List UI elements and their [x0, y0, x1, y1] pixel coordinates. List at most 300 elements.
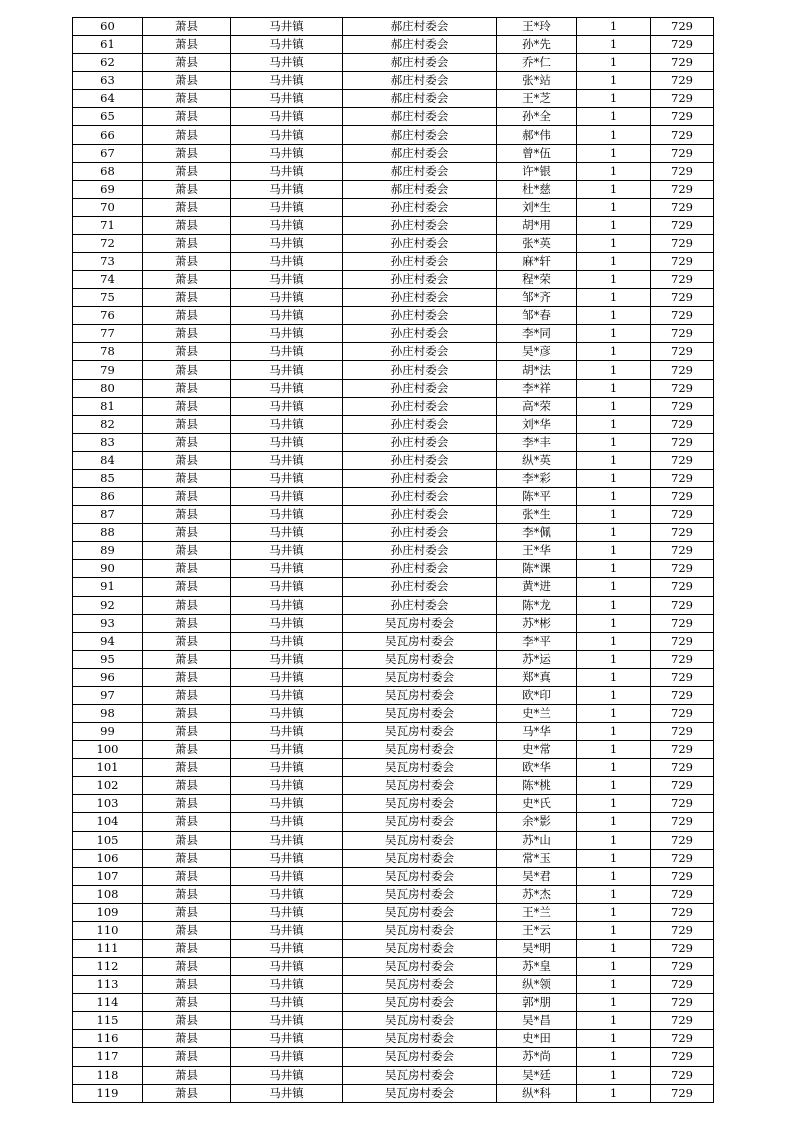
table-row [73, 524, 714, 542]
cell-row-number: 78 [73, 343, 143, 361]
cell-village-committee: 孙庄村委会 [343, 415, 497, 433]
table-row [73, 578, 714, 596]
cell-village-committee: 孙庄村委会 [343, 524, 497, 542]
cell-household-count: 1 [577, 614, 651, 632]
cell-person-name: 胡*用 [497, 216, 577, 234]
cell-amount: 729 [651, 36, 714, 54]
cell-household-count: 1 [577, 54, 651, 72]
cell-person-name: 苏*尚 [497, 1048, 577, 1066]
cell-village-committee: 孙庄村委会 [343, 289, 497, 307]
cell-town: 马井镇 [231, 831, 343, 849]
cell-household-count: 1 [577, 795, 651, 813]
beneficiary-table-sheet [72, 17, 713, 1103]
cell-household-count: 1 [577, 415, 651, 433]
cell-person-name: 邹*春 [497, 307, 577, 325]
cell-row-number: 70 [73, 198, 143, 216]
cell-household-count: 1 [577, 469, 651, 487]
cell-village-committee: 孙庄村委会 [343, 469, 497, 487]
table-row [73, 343, 714, 361]
table-row [73, 704, 714, 722]
cell-household-count: 1 [577, 90, 651, 108]
cell-village-committee: 孙庄村委会 [343, 271, 497, 289]
cell-row-number: 95 [73, 650, 143, 668]
cell-household-count: 1 [577, 578, 651, 596]
cell-county: 萧县 [143, 849, 231, 867]
cell-person-name: 苏*彬 [497, 614, 577, 632]
cell-county: 萧县 [143, 488, 231, 506]
table-row [73, 54, 714, 72]
table-row [73, 126, 714, 144]
cell-town: 马井镇 [231, 36, 343, 54]
cell-row-number: 64 [73, 90, 143, 108]
cell-amount: 729 [651, 506, 714, 524]
cell-village-committee: 吴瓦房村委会 [343, 1012, 497, 1030]
table-body [73, 18, 714, 1103]
cell-row-number: 97 [73, 686, 143, 704]
cell-village-committee: 吴瓦房村委会 [343, 795, 497, 813]
table-row [73, 831, 714, 849]
cell-amount: 729 [651, 108, 714, 126]
cell-person-name: 纵*科 [497, 1084, 577, 1102]
cell-household-count: 1 [577, 723, 651, 741]
cell-household-count: 1 [577, 686, 651, 704]
table-row [73, 289, 714, 307]
cell-person-name: 欧*华 [497, 759, 577, 777]
cell-town: 马井镇 [231, 686, 343, 704]
cell-household-count: 1 [577, 542, 651, 560]
cell-county: 萧县 [143, 1048, 231, 1066]
cell-town: 马井镇 [231, 451, 343, 469]
table-row [73, 650, 714, 668]
cell-household-count: 1 [577, 144, 651, 162]
cell-village-committee: 吴瓦房村委会 [343, 1066, 497, 1084]
cell-household-count: 1 [577, 325, 651, 343]
cell-village-committee: 吴瓦房村委会 [343, 994, 497, 1012]
cell-household-count: 1 [577, 451, 651, 469]
cell-town: 马井镇 [231, 506, 343, 524]
cell-county: 萧县 [143, 524, 231, 542]
cell-town: 马井镇 [231, 976, 343, 994]
cell-person-name: 王*华 [497, 542, 577, 560]
table-row [73, 849, 714, 867]
cell-amount: 729 [651, 542, 714, 560]
table-row [73, 632, 714, 650]
cell-town: 马井镇 [231, 795, 343, 813]
cell-village-committee: 吴瓦房村委会 [343, 704, 497, 722]
cell-village-committee: 郝庄村委会 [343, 108, 497, 126]
cell-village-committee: 吴瓦房村委会 [343, 723, 497, 741]
cell-village-committee: 孙庄村委会 [343, 433, 497, 451]
cell-row-number: 115 [73, 1012, 143, 1030]
cell-row-number: 102 [73, 777, 143, 795]
cell-household-count: 1 [577, 831, 651, 849]
cell-village-committee: 吴瓦房村委会 [343, 813, 497, 831]
cell-household-count: 1 [577, 1030, 651, 1048]
cell-county: 萧县 [143, 271, 231, 289]
cell-county: 萧县 [143, 325, 231, 343]
cell-town: 马井镇 [231, 18, 343, 36]
cell-town: 马井镇 [231, 903, 343, 921]
cell-row-number: 85 [73, 469, 143, 487]
cell-village-committee: 孙庄村委会 [343, 307, 497, 325]
cell-amount: 729 [651, 994, 714, 1012]
cell-household-count: 1 [577, 650, 651, 668]
table-row [73, 18, 714, 36]
cell-village-committee: 孙庄村委会 [343, 379, 497, 397]
cell-village-committee: 孙庄村委会 [343, 506, 497, 524]
cell-town: 马井镇 [231, 361, 343, 379]
cell-person-name: 王*玲 [497, 18, 577, 36]
cell-household-count: 1 [577, 343, 651, 361]
cell-person-name: 郑*真 [497, 668, 577, 686]
cell-amount: 729 [651, 216, 714, 234]
cell-town: 马井镇 [231, 289, 343, 307]
cell-person-name: 李*佩 [497, 524, 577, 542]
cell-town: 马井镇 [231, 741, 343, 759]
cell-person-name: 邹*齐 [497, 289, 577, 307]
cell-amount: 729 [651, 90, 714, 108]
table-row [73, 433, 714, 451]
cell-person-name: 张*生 [497, 506, 577, 524]
cell-person-name: 王*芝 [497, 90, 577, 108]
cell-village-committee: 孙庄村委会 [343, 253, 497, 271]
cell-village-committee: 吴瓦房村委会 [343, 831, 497, 849]
cell-row-number: 72 [73, 234, 143, 252]
cell-town: 马井镇 [231, 379, 343, 397]
cell-county: 萧县 [143, 686, 231, 704]
table-row [73, 180, 714, 198]
table-row [73, 108, 714, 126]
cell-town: 马井镇 [231, 325, 343, 343]
cell-village-committee: 郝庄村委会 [343, 90, 497, 108]
cell-county: 萧县 [143, 379, 231, 397]
cell-person-name: 纵*英 [497, 451, 577, 469]
cell-amount: 729 [651, 397, 714, 415]
cell-amount: 729 [651, 433, 714, 451]
cell-amount: 729 [651, 958, 714, 976]
cell-row-number: 113 [73, 976, 143, 994]
table-row [73, 90, 714, 108]
cell-person-name: 高*荣 [497, 397, 577, 415]
cell-row-number: 86 [73, 488, 143, 506]
cell-person-name: 张*英 [497, 234, 577, 252]
cell-row-number: 103 [73, 795, 143, 813]
cell-household-count: 1 [577, 397, 651, 415]
cell-amount: 729 [651, 813, 714, 831]
cell-household-count: 1 [577, 289, 651, 307]
cell-village-committee: 吴瓦房村委会 [343, 777, 497, 795]
cell-town: 马井镇 [231, 162, 343, 180]
cell-person-name: 苏*山 [497, 831, 577, 849]
cell-amount: 729 [651, 144, 714, 162]
cell-town: 马井镇 [231, 650, 343, 668]
cell-amount: 729 [651, 1030, 714, 1048]
cell-village-committee: 吴瓦房村委会 [343, 921, 497, 939]
cell-row-number: 65 [73, 108, 143, 126]
cell-amount: 729 [651, 777, 714, 795]
cell-household-count: 1 [577, 488, 651, 506]
table-row [73, 1012, 714, 1030]
cell-household-count: 1 [577, 885, 651, 903]
cell-county: 萧县 [143, 777, 231, 795]
cell-county: 萧县 [143, 234, 231, 252]
cell-town: 马井镇 [231, 253, 343, 271]
cell-row-number: 88 [73, 524, 143, 542]
cell-row-number: 79 [73, 361, 143, 379]
table-row [73, 325, 714, 343]
cell-household-count: 1 [577, 813, 651, 831]
cell-person-name: 马*华 [497, 723, 577, 741]
cell-village-committee: 吴瓦房村委会 [343, 741, 497, 759]
cell-row-number: 71 [73, 216, 143, 234]
cell-amount: 729 [651, 614, 714, 632]
table-row [73, 1084, 714, 1102]
table-row [73, 596, 714, 614]
cell-town: 马井镇 [231, 885, 343, 903]
table-row [73, 777, 714, 795]
cell-county: 萧县 [143, 72, 231, 90]
cell-amount: 729 [651, 885, 714, 903]
cell-person-name: 刘*生 [497, 198, 577, 216]
cell-amount: 729 [651, 976, 714, 994]
cell-village-committee: 吴瓦房村委会 [343, 849, 497, 867]
cell-row-number: 92 [73, 596, 143, 614]
cell-town: 马井镇 [231, 614, 343, 632]
cell-town: 马井镇 [231, 1084, 343, 1102]
cell-town: 马井镇 [231, 307, 343, 325]
cell-county: 萧县 [143, 831, 231, 849]
cell-amount: 729 [651, 903, 714, 921]
cell-county: 萧县 [143, 560, 231, 578]
cell-town: 马井镇 [231, 632, 343, 650]
table-row [73, 614, 714, 632]
cell-row-number: 62 [73, 54, 143, 72]
cell-amount: 729 [651, 632, 714, 650]
cell-village-committee: 吴瓦房村委会 [343, 976, 497, 994]
cell-amount: 729 [651, 488, 714, 506]
cell-row-number: 101 [73, 759, 143, 777]
cell-county: 萧县 [143, 813, 231, 831]
cell-household-count: 1 [577, 921, 651, 939]
cell-village-committee: 吴瓦房村委会 [343, 939, 497, 957]
cell-town: 马井镇 [231, 596, 343, 614]
cell-row-number: 94 [73, 632, 143, 650]
cell-amount: 729 [651, 723, 714, 741]
cell-town: 马井镇 [231, 1066, 343, 1084]
cell-town: 马井镇 [231, 939, 343, 957]
cell-person-name: 余*影 [497, 813, 577, 831]
cell-town: 马井镇 [231, 560, 343, 578]
cell-amount: 729 [651, 180, 714, 198]
cell-household-count: 1 [577, 307, 651, 325]
cell-amount: 729 [651, 867, 714, 885]
cell-town: 马井镇 [231, 867, 343, 885]
cell-person-name: 李*丰 [497, 433, 577, 451]
cell-village-committee: 郝庄村委会 [343, 126, 497, 144]
cell-county: 萧县 [143, 36, 231, 54]
cell-row-number: 117 [73, 1048, 143, 1066]
cell-row-number: 89 [73, 542, 143, 560]
cell-village-committee: 吴瓦房村委会 [343, 958, 497, 976]
cell-village-committee: 吴瓦房村委会 [343, 1048, 497, 1066]
cell-county: 萧县 [143, 108, 231, 126]
cell-town: 马井镇 [231, 144, 343, 162]
cell-town: 马井镇 [231, 1030, 343, 1048]
cell-amount: 729 [651, 1048, 714, 1066]
cell-person-name: 许*银 [497, 162, 577, 180]
cell-row-number: 109 [73, 903, 143, 921]
cell-village-committee: 孙庄村委会 [343, 361, 497, 379]
cell-county: 萧县 [143, 144, 231, 162]
cell-county: 萧县 [143, 451, 231, 469]
cell-person-name: 吴*明 [497, 939, 577, 957]
cell-row-number: 96 [73, 668, 143, 686]
cell-village-committee: 孙庄村委会 [343, 397, 497, 415]
cell-town: 马井镇 [231, 777, 343, 795]
cell-county: 萧县 [143, 741, 231, 759]
cell-household-count: 1 [577, 36, 651, 54]
cell-amount: 729 [651, 578, 714, 596]
cell-amount: 729 [651, 686, 714, 704]
cell-person-name: 李*平 [497, 632, 577, 650]
cell-county: 萧县 [143, 343, 231, 361]
cell-amount: 729 [651, 704, 714, 722]
cell-household-count: 1 [577, 939, 651, 957]
cell-row-number: 104 [73, 813, 143, 831]
cell-town: 马井镇 [231, 397, 343, 415]
cell-town: 马井镇 [231, 433, 343, 451]
cell-amount: 729 [651, 271, 714, 289]
cell-household-count: 1 [577, 361, 651, 379]
cell-town: 马井镇 [231, 488, 343, 506]
cell-row-number: 99 [73, 723, 143, 741]
cell-amount: 729 [651, 234, 714, 252]
cell-town: 马井镇 [231, 198, 343, 216]
cell-amount: 729 [651, 741, 714, 759]
cell-town: 马井镇 [231, 343, 343, 361]
cell-amount: 729 [651, 415, 714, 433]
cell-county: 萧县 [143, 216, 231, 234]
cell-village-committee: 吴瓦房村委会 [343, 632, 497, 650]
cell-town: 马井镇 [231, 524, 343, 542]
cell-household-count: 1 [577, 524, 651, 542]
cell-village-committee: 郝庄村委会 [343, 180, 497, 198]
cell-town: 马井镇 [231, 72, 343, 90]
cell-row-number: 81 [73, 397, 143, 415]
cell-town: 马井镇 [231, 542, 343, 560]
cell-person-name: 苏*皇 [497, 958, 577, 976]
cell-village-committee: 郝庄村委会 [343, 54, 497, 72]
cell-village-committee: 吴瓦房村委会 [343, 1030, 497, 1048]
cell-person-name: 杜*慈 [497, 180, 577, 198]
cell-row-number: 74 [73, 271, 143, 289]
cell-county: 萧县 [143, 415, 231, 433]
cell-village-committee: 郝庄村委会 [343, 18, 497, 36]
cell-household-count: 1 [577, 126, 651, 144]
cell-town: 马井镇 [231, 234, 343, 252]
cell-county: 萧县 [143, 885, 231, 903]
table-row [73, 415, 714, 433]
cell-row-number: 107 [73, 867, 143, 885]
cell-person-name: 陈*桃 [497, 777, 577, 795]
cell-county: 萧县 [143, 361, 231, 379]
cell-row-number: 110 [73, 921, 143, 939]
cell-village-committee: 孙庄村委会 [343, 325, 497, 343]
table-row [73, 72, 714, 90]
cell-amount: 729 [651, 289, 714, 307]
cell-village-committee: 郝庄村委会 [343, 72, 497, 90]
cell-row-number: 63 [73, 72, 143, 90]
cell-town: 马井镇 [231, 668, 343, 686]
cell-county: 萧县 [143, 1030, 231, 1048]
cell-county: 萧县 [143, 1066, 231, 1084]
cell-household-count: 1 [577, 1066, 651, 1084]
table-row [73, 958, 714, 976]
cell-village-committee: 郝庄村委会 [343, 144, 497, 162]
cell-row-number: 77 [73, 325, 143, 343]
cell-town: 马井镇 [231, 759, 343, 777]
cell-amount: 729 [651, 343, 714, 361]
cell-household-count: 1 [577, 596, 651, 614]
table-row [73, 216, 714, 234]
cell-row-number: 98 [73, 704, 143, 722]
cell-person-name: 陈*课 [497, 560, 577, 578]
cell-village-committee: 吴瓦房村委会 [343, 1084, 497, 1102]
cell-town: 马井镇 [231, 271, 343, 289]
cell-row-number: 100 [73, 741, 143, 759]
cell-household-count: 1 [577, 903, 651, 921]
cell-household-count: 1 [577, 234, 651, 252]
table-row [73, 903, 714, 921]
cell-county: 萧县 [143, 542, 231, 560]
table-row [73, 234, 714, 252]
table-row [73, 741, 714, 759]
cell-county: 萧县 [143, 759, 231, 777]
cell-county: 萧县 [143, 921, 231, 939]
cell-village-committee: 吴瓦房村委会 [343, 759, 497, 777]
cell-town: 马井镇 [231, 469, 343, 487]
cell-county: 萧县 [143, 994, 231, 1012]
cell-row-number: 91 [73, 578, 143, 596]
table-row [73, 976, 714, 994]
table-row [73, 506, 714, 524]
cell-person-name: 陈*龙 [497, 596, 577, 614]
cell-person-name: 麻*轩 [497, 253, 577, 271]
cell-household-count: 1 [577, 180, 651, 198]
cell-village-committee: 孙庄村委会 [343, 216, 497, 234]
cell-amount: 729 [651, 379, 714, 397]
cell-person-name: 李*同 [497, 325, 577, 343]
table-row [73, 253, 714, 271]
cell-county: 萧县 [143, 198, 231, 216]
cell-row-number: 111 [73, 939, 143, 957]
cell-row-number: 93 [73, 614, 143, 632]
cell-household-count: 1 [577, 1012, 651, 1030]
cell-county: 萧县 [143, 162, 231, 180]
cell-person-name: 郭*朋 [497, 994, 577, 1012]
cell-village-committee: 郝庄村委会 [343, 162, 497, 180]
cell-county: 萧县 [143, 939, 231, 957]
cell-row-number: 108 [73, 885, 143, 903]
table-row [73, 162, 714, 180]
cell-county: 萧县 [143, 506, 231, 524]
cell-village-committee: 孙庄村委会 [343, 488, 497, 506]
table-row [73, 921, 714, 939]
table-row [73, 469, 714, 487]
cell-household-count: 1 [577, 867, 651, 885]
cell-row-number: 114 [73, 994, 143, 1012]
cell-village-committee: 吴瓦房村委会 [343, 867, 497, 885]
